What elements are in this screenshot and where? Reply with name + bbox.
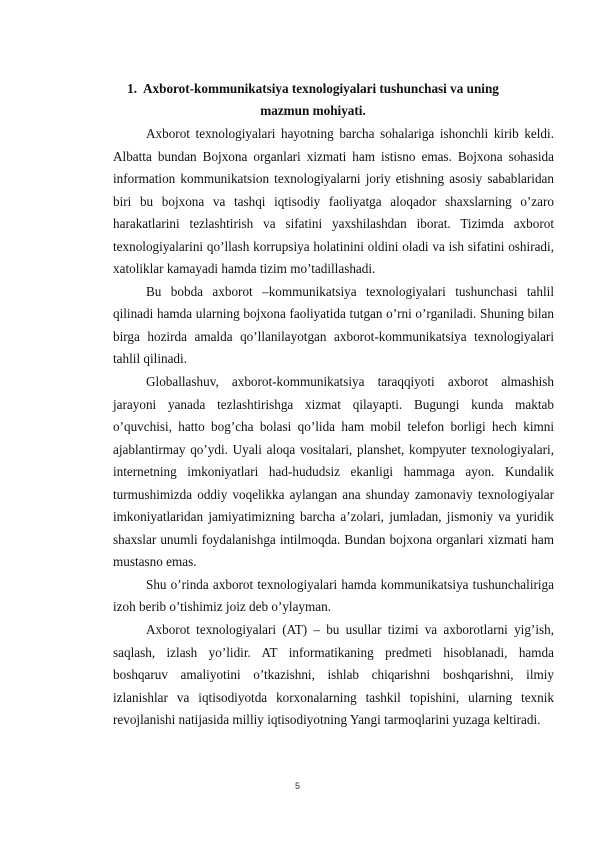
body-text bbox=[113, 123, 554, 732]
page-number: 5 bbox=[294, 781, 300, 791]
paragraph: Axborot texnologiyalari hayotning barcha sohalariga ishonchli kirib keldi. Albatta bundan Bojxona organlari xizmati ham istisno emas. Bojxona sohasida information kommunikatsion texnologiyalarni joriy etishning asosiy sabablaridan biri bu bojxona va tashqi iqtisodiy faoliyatga aloqador shaxslarning o’zaro harakatlarini tezlashtirish va sifatini yaxshilashdan iborat. Tizimda axborot texnologiyalarini qo’llash korrupsiya holatinini oldini oladi va ish sifatini oshiradi, xatoliklar kamayadi hamda tizim mo’tadillashadi. bbox=[113, 126, 554, 277]
paragraph: Axborot texnologiyalari (AT) – bu usullar tizimi va axborotlarni yig’ish, saqlash, izlash yo’lidir. AT informatikaning predmeti hisoblanadi, hamda boshqaruv amaliyotini o’tkazishni, ishlab chiqarishni boshqarishni, ilmiy izlanishlar va iqtisodiyotda korxonalarning tashkil topishini, ularning texnik revojlanishi natijasida milliy iqtisodiyotning Yangi tarmoqlarini yuzaga keltiradi. bbox=[113, 622, 554, 728]
paragraph: Shu o’rinda axborot texnologiyalari hamda kommunikatsiya tushunchaliriga izoh berib o’tishimiz joiz deb o’ylayman. bbox=[113, 576, 554, 615]
paragraph: Bu bobda axborot –kommunikatsiya texnologiyalari tushunchasi tahlil qilinadi hamda ularning bojxona faoliyatida tutgan o’rni o’rganiladi. Shuning bilan birga hozirda amalda qo’llanilayotgan axborot-kommunikatsiya texnologiyalari tahlil qilinadi. bbox=[113, 283, 554, 367]
paragraph: Globallashuv, axborot-kommunikatsiya taraqqiyoti axborot almashish jarayoni yanada tezlashtirishga xizmat qilayapti. Bugungi kunda maktab o’quvchisi, hatto bog’cha bolasi qo’lida ham mobil telefon borligi hech kimni ajablantirmay qo’ydi. Uyali aloqa vositalari, planshet, kompyuter texnologiyalari, internetning imkoniyatlari had-hududsiz ekanligi hammaga ayon. Kundalik turmushimizda oddiy voqelikka aylangan ana shunday zamonaviy texnologiyalar imkoniyatlaridan jamiyatimizning barcha a’zolari, jumladan, jismoniy va yuridik shaxslar unumli foydalanishga intilmoqda. Bundan bojxona organlari xizmati ham mustasno emas. bbox=[113, 374, 554, 570]
section-number: 1. bbox=[127, 81, 137, 96]
section-heading bbox=[113, 78, 513, 122]
section-title: Axborot-kommunikatsiya texnologiyalari tushunchasi va uning mazmun mohiyati. bbox=[143, 81, 499, 118]
